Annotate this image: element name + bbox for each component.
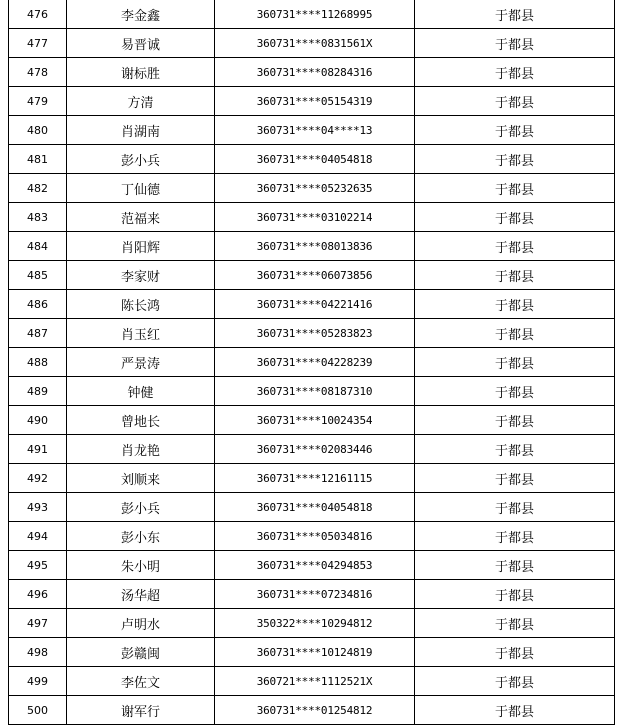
row-number-cell: 478 [9,58,67,87]
row-number-cell: 498 [9,638,67,667]
id-number-cell: 360721****1112521X [215,667,415,696]
row-number-cell: 485 [9,261,67,290]
table-row [9,0,615,29]
table-row [9,29,615,58]
id-number-cell: 360731****08284316 [215,58,415,87]
table-row [9,464,615,493]
county-cell: 于都县 [415,609,615,638]
id-number-cell: 360731****07234816 [215,580,415,609]
row-number-cell: 484 [9,232,67,261]
roster-body [9,0,615,725]
name-cell: 陈长鸿 [67,290,215,319]
id-number-cell: 360731****01254812 [215,696,415,725]
county-cell: 于都县 [415,319,615,348]
name-cell: 刘顺来 [67,464,215,493]
county-cell: 于都县 [415,29,615,58]
id-number-cell: 360731****03102214 [215,203,415,232]
row-number-cell: 480 [9,116,67,145]
name-cell: 肖湖南 [67,116,215,145]
row-number-cell: 482 [9,174,67,203]
name-cell: 彭小兵 [67,145,215,174]
id-number-cell: 360731****04221416 [215,290,415,319]
table-row [9,580,615,609]
row-number-cell: 497 [9,609,67,638]
id-number-cell: 360731****04294853 [215,551,415,580]
county-cell: 于都县 [415,232,615,261]
county-cell: 于都县 [415,696,615,725]
county-cell: 于都县 [415,551,615,580]
table-row [9,667,615,696]
row-number-cell: 479 [9,87,67,116]
table-row [9,319,615,348]
name-cell: 谢标胜 [67,58,215,87]
id-number-cell: 360731****0831561X [215,29,415,58]
table-row [9,290,615,319]
county-cell: 于都县 [415,0,615,29]
table-row [9,87,615,116]
row-number-cell: 500 [9,696,67,725]
id-number-cell: 360731****11268995 [215,0,415,29]
table-row [9,116,615,145]
name-cell: 方清 [67,87,215,116]
county-cell: 于都县 [415,174,615,203]
table-row [9,609,615,638]
county-cell: 于都县 [415,348,615,377]
name-cell: 李佐文 [67,667,215,696]
roster-table [8,0,615,725]
county-cell: 于都县 [415,435,615,464]
row-number-cell: 499 [9,667,67,696]
row-number-cell: 481 [9,145,67,174]
county-cell: 于都县 [415,145,615,174]
id-number-cell: 360731****05034816 [215,522,415,551]
name-cell: 谢军行 [67,696,215,725]
row-number-cell: 477 [9,29,67,58]
county-cell: 于都县 [415,203,615,232]
name-cell: 范福来 [67,203,215,232]
name-cell: 严景涛 [67,348,215,377]
name-cell: 彭赣闽 [67,638,215,667]
name-cell: 曾地长 [67,406,215,435]
id-number-cell: 360731****04****13 [215,116,415,145]
row-number-cell: 492 [9,464,67,493]
table-row [9,406,615,435]
table-row [9,377,615,406]
row-number-cell: 491 [9,435,67,464]
row-number-cell: 483 [9,203,67,232]
row-number-cell: 490 [9,406,67,435]
name-cell: 卢明水 [67,609,215,638]
name-cell: 彭小兵 [67,493,215,522]
row-number-cell: 493 [9,493,67,522]
name-cell: 易晋诚 [67,29,215,58]
name-cell: 肖阳辉 [67,232,215,261]
name-cell: 肖龙艳 [67,435,215,464]
county-cell: 于都县 [415,493,615,522]
table-row [9,696,615,725]
name-cell: 丁仙德 [67,174,215,203]
id-number-cell: 360731****10124819 [215,638,415,667]
name-cell: 汤华超 [67,580,215,609]
county-cell: 于都县 [415,261,615,290]
table-row [9,261,615,290]
table-row [9,638,615,667]
id-number-cell: 360731****05232635 [215,174,415,203]
id-number-cell: 360731****06073856 [215,261,415,290]
row-number-cell: 488 [9,348,67,377]
table-row [9,174,615,203]
table-row [9,551,615,580]
id-number-cell: 360731****02083446 [215,435,415,464]
id-number-cell: 350322****10294812 [215,609,415,638]
name-cell: 李家财 [67,261,215,290]
table-row [9,522,615,551]
row-number-cell: 494 [9,522,67,551]
county-cell: 于都县 [415,406,615,435]
county-cell: 于都县 [415,580,615,609]
county-cell: 于都县 [415,638,615,667]
id-number-cell: 360731****04228239 [215,348,415,377]
row-number-cell: 489 [9,377,67,406]
id-number-cell: 360731****04054818 [215,145,415,174]
table-row [9,203,615,232]
table-row [9,435,615,464]
table-row [9,58,615,87]
id-number-cell: 360731****08187310 [215,377,415,406]
county-cell: 于都县 [415,116,615,145]
id-number-cell: 360731****10024354 [215,406,415,435]
table-row [9,232,615,261]
row-number-cell: 486 [9,290,67,319]
name-cell: 钟健 [67,377,215,406]
row-number-cell: 476 [9,0,67,29]
id-number-cell: 360731****05154319 [215,87,415,116]
row-number-cell: 487 [9,319,67,348]
county-cell: 于都县 [415,58,615,87]
county-cell: 于都县 [415,464,615,493]
name-cell: 彭小东 [67,522,215,551]
county-cell: 于都县 [415,290,615,319]
county-cell: 于都县 [415,87,615,116]
county-cell: 于都县 [415,522,615,551]
county-cell: 于都县 [415,667,615,696]
table-row [9,493,615,522]
id-number-cell: 360731****12161115 [215,464,415,493]
table-row [9,348,615,377]
county-cell: 于都县 [415,377,615,406]
name-cell: 朱小明 [67,551,215,580]
table-row [9,145,615,174]
row-number-cell: 496 [9,580,67,609]
id-number-cell: 360731****05283823 [215,319,415,348]
name-cell: 肖玉红 [67,319,215,348]
id-number-cell: 360731****08013836 [215,232,415,261]
name-cell: 李金鑫 [67,0,215,29]
row-number-cell: 495 [9,551,67,580]
id-number-cell: 360731****04054818 [215,493,415,522]
